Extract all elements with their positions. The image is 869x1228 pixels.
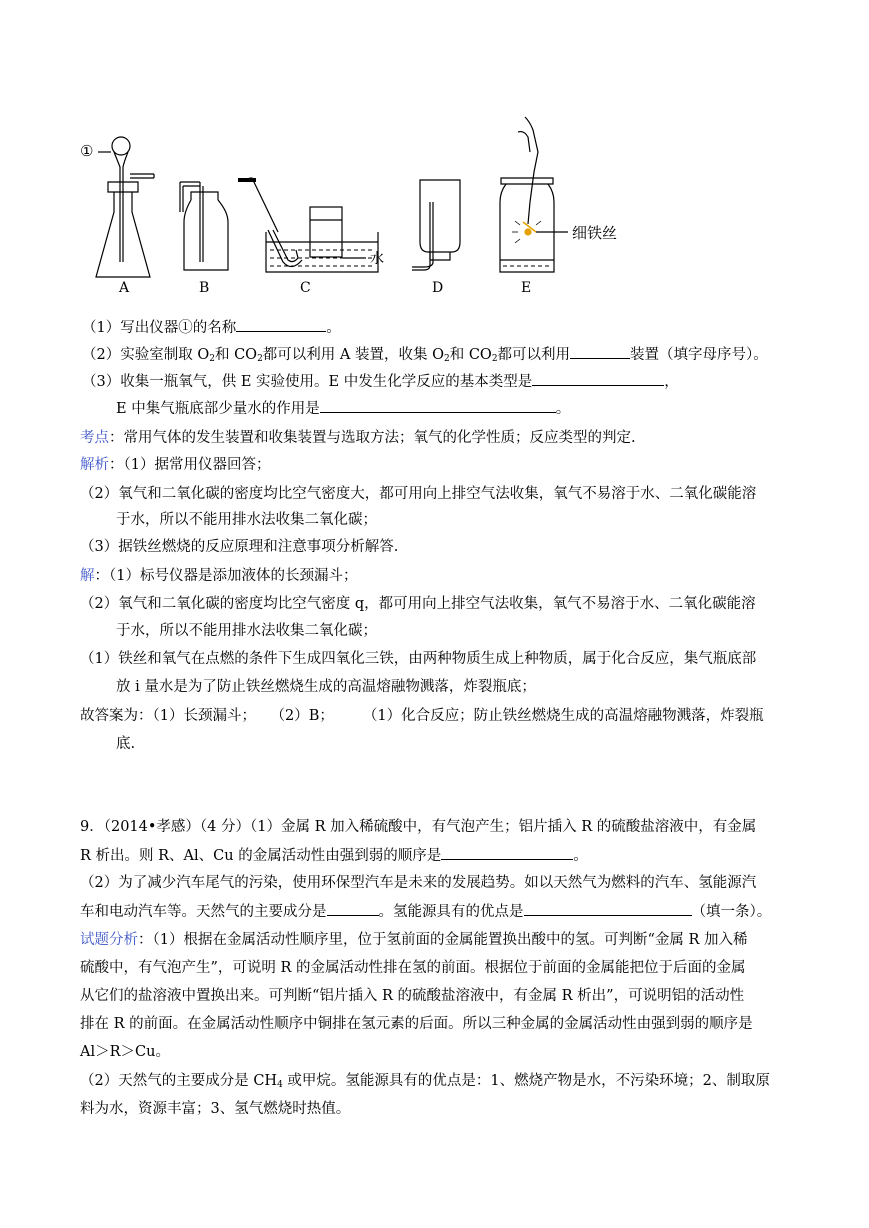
water-label: 水: [370, 251, 384, 267]
q3-end: 。: [555, 401, 571, 417]
apparatus-d: [412, 180, 460, 296]
sub: 2: [209, 354, 215, 364]
question-1: [82, 317, 341, 338]
q2-b: 和 CO: [214, 347, 258, 363]
jiexi-line: （3）据铁丝燃烧的反应原理和注意事项分析解答.: [80, 539, 399, 555]
jie-text: ：（1）标号仪器是添加液体的长颈漏斗；: [94, 568, 358, 584]
apparatus-c: [238, 178, 384, 296]
kaodian-label: 考点: [80, 430, 109, 446]
q2-a: （2）实验室制取 O: [82, 347, 210, 363]
sub: 2: [257, 354, 263, 364]
q2-f: 装置（填字母序号）。: [630, 347, 768, 363]
analysis-line: 排在 R 的前面。在金属活动性顺序中铜排在氢元素的后面。所以三种金属的金属活动性由强到弱的顺序是: [80, 1016, 753, 1032]
jie-line: （1）铁丝和氧气在点燃的条件下生成四氧化三铁，由两种物质生成上种物质，属于化合反应，集气瓶底部: [80, 651, 757, 667]
label-c: C: [300, 280, 311, 296]
q1-text: （1）写出仪器①的名称: [82, 320, 237, 336]
label-e: E: [521, 280, 532, 296]
iron-wire-label: 细铁丝: [572, 224, 618, 242]
jiexi-label: 解析: [80, 457, 109, 473]
label-a: A: [119, 280, 130, 296]
q9-l2a: R 析出。则 R、Al、Cu 的金属活动性由强到弱的顺序是: [80, 848, 442, 864]
q9-l2b: 。: [573, 848, 588, 864]
blank: [236, 317, 326, 332]
label-b: B: [199, 280, 210, 296]
q9-line-4: [80, 901, 771, 922]
blank: [570, 344, 630, 359]
analysis-line: Al＞R＞Cu。: [80, 1044, 170, 1060]
apparatus-b: [180, 182, 228, 296]
analysis-l6a: （2）天然气的主要成分是 CH: [80, 1073, 278, 1089]
circled-label: ①: [80, 142, 94, 160]
question-3-line-2: [116, 398, 570, 419]
kaodian-text: ：常用气体的发生装置和收集装置与选取方法；氧气的化学性质；反应类型的判定.: [109, 430, 636, 446]
answer-line: 底.: [116, 736, 136, 752]
q9-line: （2）为了减少汽车尾气的污染，使用环保型汽车是未来的发展趋势。如以天然气为燃料的汽车、氢能源汽: [80, 875, 757, 891]
sub: 4: [277, 1080, 283, 1090]
q9-line-2: [80, 845, 588, 866]
label-d: D: [432, 280, 444, 296]
analysis: [80, 930, 748, 950]
sub: 2: [443, 354, 450, 364]
blank: [532, 371, 664, 386]
apparatus-e: [500, 117, 617, 296]
apparatus-figure: [78, 112, 638, 304]
jie: [80, 566, 357, 586]
jiexi-line: 于水，所以不能用排水法收集二氧化碳；: [116, 512, 377, 528]
analysis-text: ：（1）根据在金属活动性顺序里，位于氢前面的金属能置换出酸中的氢。可判断“金属 R 加入稀: [138, 932, 748, 948]
analysis-line: 硫酸中，有气泡产生”，可说明 R 的金属活动性排在氢的前面。根据位于前面的金属能把位于后面的金属: [80, 960, 746, 976]
analysis-line: 从它们的盐溶液中置换出来。可判断“铝片插入 R 的硫酸盐溶液中，有金属 R 析出”，可说明铝的活动性: [80, 988, 745, 1004]
question-2: [82, 344, 768, 369]
analysis-line-6: [80, 1071, 770, 1095]
blank: [320, 398, 556, 413]
q3-line2: E 中集气瓶底部少量水的作用是: [116, 401, 320, 417]
q3-text: （3）收集一瓶氧气，供 E 实验使用。E 中发生化学反应的基本类型是: [82, 374, 533, 390]
question-3: [82, 371, 679, 392]
jiexi-text: ：（1）据常用仪器回答；: [109, 457, 271, 473]
q2-d: 和 CO: [449, 347, 492, 363]
analysis-label: 试题分析: [80, 932, 138, 948]
kaodian: [80, 428, 636, 448]
blank: [524, 901, 692, 916]
apparatus-a: [80, 137, 154, 296]
analysis-l6b: 或甲烷。氢能源具有的优点是：1、燃烧产物是水，不污染环境；2、制取原: [282, 1073, 770, 1089]
jie-line: （2）氧气和二氧化碳的密度均比空气密度 q，都可用向上排空气法收集，氧气不易溶于水、二氧化碳能溶: [80, 596, 756, 612]
q1-end: 。: [326, 320, 341, 336]
q9-l4a: 车和电动汽车等。天然气的主要成分是: [80, 904, 327, 920]
blank: [441, 845, 573, 860]
q2-e: 都可以利用: [497, 347, 571, 363]
analysis-line: 料为水，资源丰富；3、氢气燃烧时热值。: [80, 1101, 351, 1117]
answer-line: 故答案为：（1）长颈漏斗； （2）B； （1）化合反应；防止铁丝燃烧生成的高温熔融物溅落，炸裂瓶: [80, 708, 764, 724]
q9-l4b: 。氢能源具有的优点是: [378, 904, 524, 920]
q9-l4c: （填一条）。: [691, 904, 772, 920]
jie-label: 解: [80, 568, 95, 584]
blank: [327, 901, 379, 916]
jiexi-line: （2）氧气和二氧化碳的密度均比空气密度大，都可用向上排空气法收集，氧气不易溶于水、二氧化碳能溶: [80, 486, 757, 502]
q2-c: 都可以利用 A 装置，收集 O: [262, 347, 444, 363]
jiexi: [80, 455, 270, 475]
jie-line: 放 i 量水是为了防止铁丝燃烧生成的高温熔融物溅落，炸裂瓶底；: [116, 679, 536, 695]
q9-line: 9．（2014•孝感）（4 分）（1）金属 R 加入稀硫酸中，有气泡产生；铝片插入 R 的硫酸盐溶液中，有金属: [80, 819, 757, 835]
jie-line: 于水，所以不能用排水法收集二氧化碳；: [116, 623, 377, 639]
sub: 2: [491, 354, 498, 364]
q3-comma: ，: [664, 374, 679, 390]
